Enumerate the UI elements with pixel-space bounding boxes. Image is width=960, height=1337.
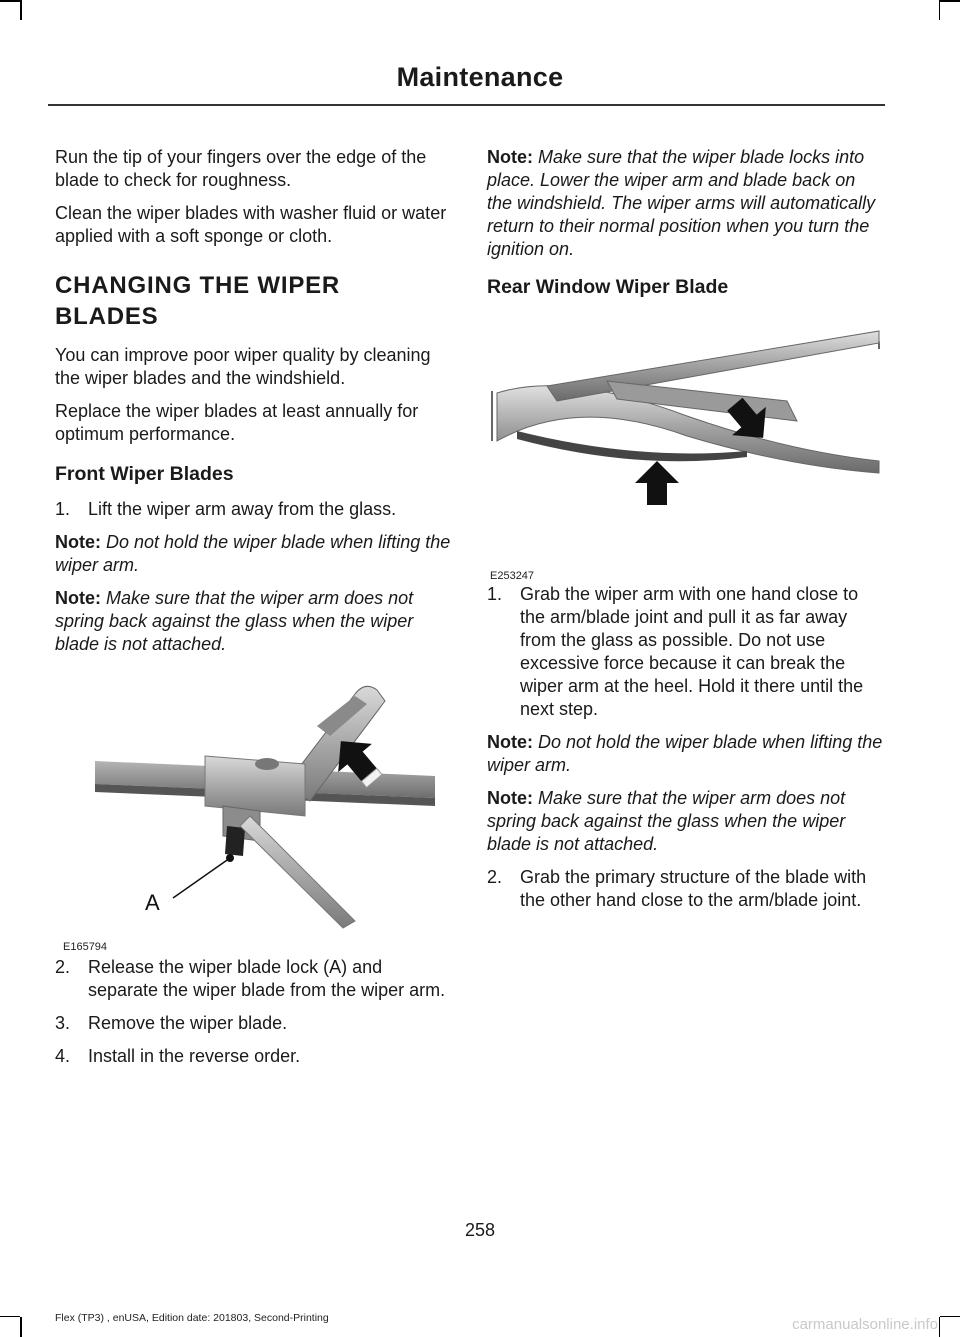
rear-wiper-illustration	[487, 311, 883, 561]
note	[55, 587, 451, 656]
paragraph: You can improve poor wiper quality by cleaning the wiper blades and the windshield.	[55, 345, 431, 388]
callout-label: A	[145, 890, 160, 915]
right-column	[487, 146, 883, 922]
subheading: Front Wiper Blades	[55, 463, 234, 485]
step-item	[55, 1012, 451, 1035]
paragraph: Run the tip of your fingers over the edge of the blade to check for roughness.	[55, 147, 427, 190]
step-number: 3.	[55, 1013, 71, 1033]
figure-code: E165794	[63, 941, 108, 953]
step-text: Grab the primary structure of the blade with the other hand close to the arm/blade joint.	[520, 867, 867, 910]
paragraph: Clean the wiper blades with washer fluid or water applied with a soft sponge or cloth.	[55, 203, 447, 246]
watermark: carmanualsonline.info	[792, 1316, 938, 1333]
note-text: Make sure that the wiper arm does not spring back against the glass when the wiper blade is not attached.	[487, 788, 846, 854]
figure-code: E253247	[490, 570, 535, 582]
note-label: Note:	[55, 588, 101, 608]
rear-wiper-figure	[487, 311, 883, 583]
edition-info: Flex (TP3) , enUSA, Edition date: 201803, Second-Printing	[55, 1312, 329, 1324]
header-divider	[48, 104, 885, 106]
step-number: 2.	[487, 867, 503, 887]
section-heading	[55, 270, 451, 332]
step-text: Remove the wiper blade.	[88, 1013, 288, 1033]
note	[487, 146, 883, 261]
step-text: Release the wiper blade lock (A) and separate the wiper blade from the wiper arm.	[88, 957, 446, 1000]
step-item	[55, 498, 451, 521]
note-text: Make sure that the wiper arm does not spring back against the glass when the wiper blade is not attached.	[55, 588, 414, 654]
note-label: Note:	[487, 732, 533, 752]
crop-mark	[939, 1317, 941, 1337]
crop-mark	[20, 1317, 22, 1337]
subheading: Rear Window Wiper Blade	[487, 276, 729, 298]
step-number: 1.	[487, 584, 503, 604]
crop-mark	[940, 1316, 960, 1318]
note-label: Note:	[487, 147, 533, 167]
section-heading-line: CHANGING THE WIPER	[55, 272, 341, 299]
front-wiper-illustration	[55, 666, 451, 936]
page-title: Maintenance	[396, 62, 564, 92]
page-number: 258	[464, 1220, 496, 1240]
crop-mark	[0, 0, 20, 2]
note	[487, 731, 883, 777]
step-text: Lift the wiper arm away from the glass.	[88, 499, 397, 519]
crop-mark	[20, 0, 22, 20]
step-item	[55, 956, 451, 1002]
paragraph: Replace the wiper blades at least annually for optimum performance.	[55, 401, 419, 444]
crop-mark	[0, 1316, 20, 1318]
crop-mark	[940, 0, 960, 2]
note-text: Do not hold the wiper blade when lifting the wiper arm.	[487, 732, 883, 775]
front-wiper-figure	[55, 666, 451, 956]
step-item	[487, 583, 883, 721]
left-column	[55, 146, 451, 1078]
step-number: 4.	[55, 1046, 71, 1066]
step-item	[487, 866, 883, 912]
note-label: Note:	[487, 788, 533, 808]
step-text: Install in the reverse order.	[88, 1046, 301, 1066]
note	[55, 531, 451, 577]
step-number: 2.	[55, 957, 71, 977]
note-text: Do not hold the wiper blade when lifting the wiper arm.	[55, 532, 451, 575]
step-number: 1.	[55, 499, 71, 519]
step-item	[55, 1045, 451, 1068]
note-text: Make sure that the wiper blade locks into place. Lower the wiper arm and blade back on the windshield. The wiper arms will automatically return to their normal position when you turn the ignition on.	[487, 147, 876, 259]
crop-mark	[939, 0, 941, 20]
note-label: Note:	[55, 532, 101, 552]
step-text: Grab the wiper arm with one hand close to the arm/blade joint and pull it as far away from the glass as possible. Do not use excessive force because it can break the wiper arm at the heel. Hold it there until the next step.	[520, 584, 864, 719]
note	[487, 787, 883, 856]
section-heading-line: BLADES	[55, 303, 159, 330]
